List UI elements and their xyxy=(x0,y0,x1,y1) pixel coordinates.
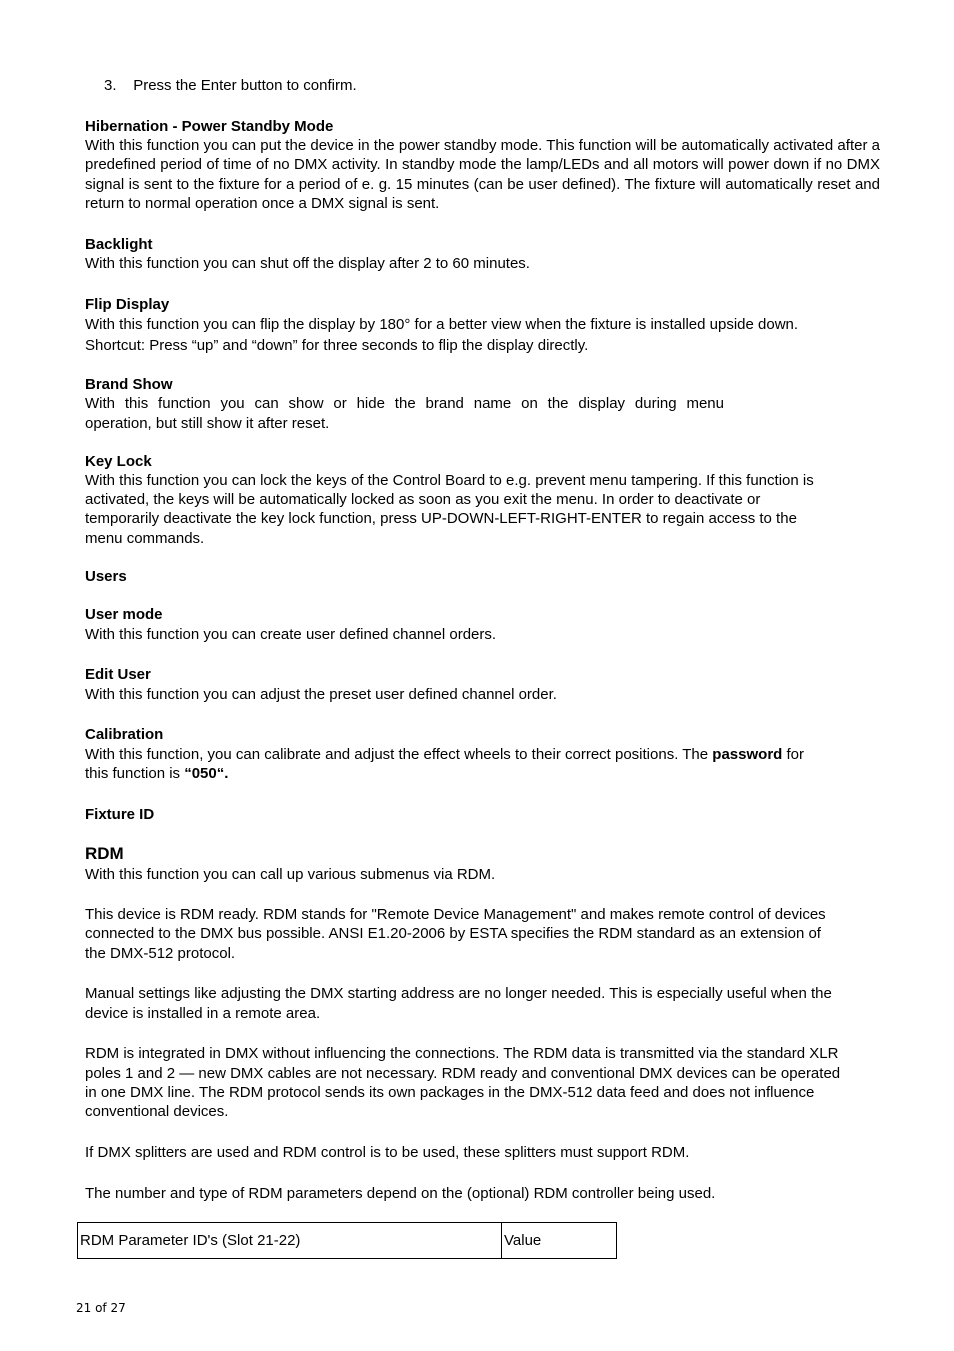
step-3 xyxy=(104,76,357,95)
calibration-text: for xyxy=(782,746,805,763)
rdm-paragraph-line: RDM is integrated in DMX without influencing the connections. The RDM data is transmitted via the standard XLR xyxy=(85,1045,839,1062)
rdm-paragraph-line: the DMX-512 protocol. xyxy=(85,945,236,962)
table-row xyxy=(78,1223,617,1259)
edit-user-body: With this function you can adjust the preset user defined channel order. xyxy=(85,686,557,703)
key-lock-line: temporarily deactivate the key lock function, press UP-DOWN-LEFT-RIGHT-ENTER to regain access to the xyxy=(85,510,797,527)
brand-show-line1: With this function you can show or hide the brand name on the display during menu xyxy=(85,395,724,412)
hibernation-heading: Hibernation - Power Standby Mode xyxy=(85,118,334,135)
rdm-splitters-note: If DMX splitters are used and RDM control is to be used, these splitters must support RDM. xyxy=(85,1144,690,1161)
calibration-text: With this function, you can calibrate and adjust the effect wheels to their correct positions. The xyxy=(85,746,713,763)
fixture-id-heading: Fixture ID xyxy=(85,806,155,823)
key-lock-line: menu commands. xyxy=(85,530,205,547)
key-lock-heading: Key Lock xyxy=(85,453,152,470)
user-mode-body: With this function you can create user defined channel orders. xyxy=(85,626,497,643)
rdm-paragraph-line: Manual settings like adjusting the DMX starting address are no longer needed. This is especially useful when the xyxy=(85,985,832,1002)
users-heading: Users xyxy=(85,568,127,585)
key-lock-line: With this function you can lock the keys of the Control Board to e.g. prevent menu tampering. If this function is xyxy=(85,472,814,489)
brand-show-line2: operation, but still show it after reset. xyxy=(85,415,330,432)
rdm-parameters-note: The number and type of RDM parameters depend on the (optional) RDM controller being used. xyxy=(85,1185,716,1202)
rdm-heading: RDM xyxy=(85,844,124,863)
user-mode-heading: User mode xyxy=(85,606,163,623)
calibration-password-label: password xyxy=(712,746,783,763)
backlight-heading: Backlight xyxy=(85,236,153,253)
rdm-paragraph-line: conventional devices. xyxy=(85,1103,229,1120)
rdm-parameter-table xyxy=(77,1222,617,1259)
rdm-paragraph-line: device is installed in a remote area. xyxy=(85,1005,321,1022)
page-number: 21 of 27 xyxy=(76,1301,126,1315)
edit-user-heading: Edit User xyxy=(85,666,151,683)
calibration-text: this function is xyxy=(85,765,185,782)
backlight-body: With this function you can shut off the display after 2 to 60 minutes. xyxy=(85,255,530,272)
rdm-paragraph-line: This device is RDM ready. RDM stands for "Remote Device Management" and makes remote control of devices xyxy=(85,906,826,923)
calibration-password-value: “050“. xyxy=(184,765,229,782)
table-header-parameter-id: RDM Parameter ID's (Slot 21-22) xyxy=(78,1223,502,1259)
flip-display-shortcut: Shortcut: Press “up” and “down” for three seconds to flip the display directly. xyxy=(85,337,589,354)
table-header-value: Value xyxy=(502,1223,617,1259)
flip-display-heading: Flip Display xyxy=(85,296,170,313)
step-number: 3. xyxy=(104,77,117,94)
brand-show-heading: Brand Show xyxy=(85,376,173,393)
rdm-intro: With this function you can call up various submenus via RDM. xyxy=(85,866,496,883)
calibration-line1 xyxy=(85,745,804,764)
rdm-paragraph-line: connected to the DMX bus possible. ANSI E1.20-2006 by ESTA specifies the RDM standard as an extension of xyxy=(85,925,821,942)
hibernation-body: With this function you can put the device in the power standby mode. This function will be automatically activated after a predefined period of time of no DMX activity. In standby mode the lamp/LEDs and all motors will power down if no DMX signal is sent to the fixture for a period of e. g. 15 minutes (can be user defined). The fixture will automatically reset and return to normal operation once a DMX signal is sent. xyxy=(85,137,880,212)
rdm-paragraph-line: in one DMX line. The RDM protocol sends its own packages in the DMX-512 data feed and does not influence xyxy=(85,1084,815,1101)
step-text: Press the Enter button to confirm. xyxy=(133,77,357,94)
key-lock-line: activated, the keys will be automatically locked as soon as you exit the menu. In order to deactivate or xyxy=(85,491,761,508)
calibration-heading: Calibration xyxy=(85,726,164,743)
flip-display-body: With this function you can flip the display by 180° for a better view when the fixture is installed upside down. xyxy=(85,316,799,333)
rdm-paragraph-line: poles 1 and 2 — new DMX cables are not necessary. RDM ready and conventional DMX devices can be operated xyxy=(85,1065,841,1082)
calibration-line2 xyxy=(85,764,228,783)
